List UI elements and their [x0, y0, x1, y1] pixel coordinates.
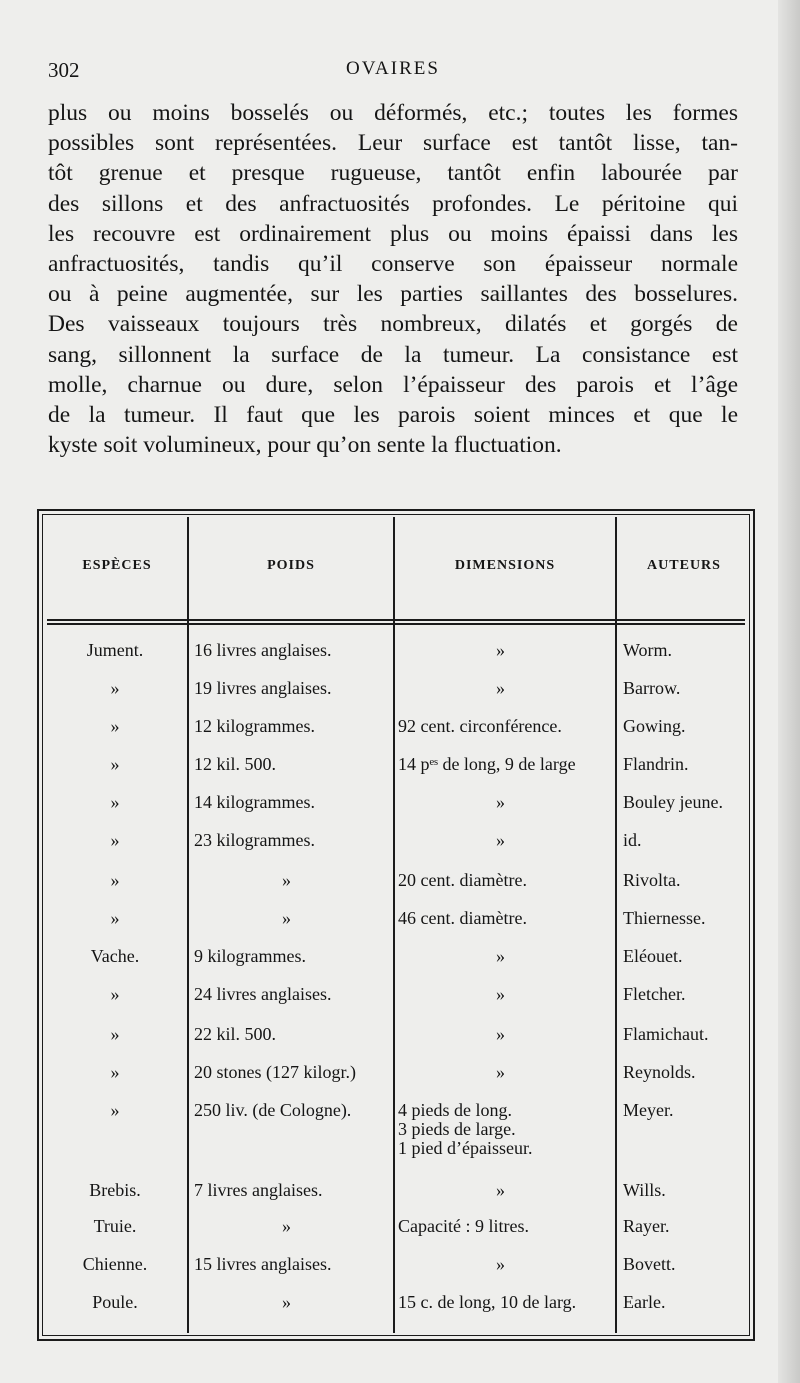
cell-especes — [47, 1293, 183, 1312]
cell-auteurs — [623, 985, 748, 1004]
cell-especes — [47, 1255, 183, 1274]
cell-especes — [47, 793, 183, 812]
cell-text: Earle. — [623, 1292, 666, 1312]
cell-auteurs — [623, 1063, 748, 1082]
cell-text: Eléouet. — [623, 946, 683, 966]
cell-text: Chienne. — [82, 1254, 148, 1274]
ditto-mark: » — [282, 908, 291, 928]
cell-auteurs — [623, 1181, 748, 1200]
cell-dimensions — [398, 1255, 613, 1274]
cell-text: Wills. — [623, 1180, 666, 1200]
ditto-mark: » — [282, 870, 291, 890]
cell-text: Gowing. — [623, 716, 686, 736]
cell-text: » — [110, 678, 120, 698]
header-rule — [47, 619, 745, 621]
cell-text: 250 liv. (de Cologne). — [194, 1100, 352, 1120]
cell-text: 12 kil. 500. — [194, 754, 277, 774]
cell-especes — [47, 947, 183, 966]
text-line: possibles sont représentées. Leur surface est tantôt lisse, tan- — [48, 130, 738, 157]
body-paragraph — [48, 98, 738, 460]
cell-text: Vache. — [90, 946, 140, 966]
cell-auteurs — [623, 1255, 748, 1274]
cell-text: Jument. — [86, 640, 144, 660]
text-line: molle, charnue ou dure, selon l’épaisseur des parois et l’âge — [48, 371, 738, 398]
cell-text: 22 kil. 500. — [194, 1024, 277, 1044]
text-line: sang, sillonnent la surface de la tumeur. La consistance est — [48, 341, 738, 368]
text-line: les recouvre est ordinairement plus ou moins épaissi dans les — [48, 220, 738, 247]
cell-text-continued: 3 pieds de large. — [398, 1119, 516, 1139]
cell-text: Truie. — [93, 1216, 137, 1236]
cell-especes — [47, 871, 183, 890]
cell-text: 12 kilogrammes. — [194, 716, 315, 736]
column-rule — [187, 517, 189, 1333]
cell-poids — [194, 831, 389, 850]
cell-text: 19 livres anglaises. — [194, 678, 332, 698]
cell-auteurs — [623, 871, 748, 890]
cell-text: 46 cent. diamètre. — [398, 908, 527, 928]
cell-text: Bovett. — [623, 1254, 676, 1274]
cell-dimensions — [398, 909, 613, 928]
cell-poids — [194, 1255, 389, 1274]
cell-text: » — [110, 716, 120, 736]
cell-especes — [47, 1101, 183, 1120]
cell-poids — [194, 1181, 389, 1200]
cell-dimensions — [398, 1181, 613, 1200]
ditto-mark: » — [496, 678, 505, 698]
cell-dimensions — [398, 1101, 613, 1158]
cell-auteurs — [623, 1217, 748, 1236]
ditto-mark: » — [496, 640, 505, 660]
cell-text: » — [110, 1024, 120, 1044]
cell-poids — [194, 947, 389, 966]
cell-auteurs — [623, 909, 748, 928]
cell-text-continued: 1 pied d’épaisseur. — [398, 1138, 533, 1158]
cell-auteurs — [623, 793, 748, 812]
cell-dimensions — [398, 1293, 613, 1312]
cell-text: » — [110, 754, 120, 774]
ditto-mark: » — [282, 1292, 291, 1312]
cell-text: Bouley jeune. — [623, 792, 723, 812]
cell-especes — [47, 641, 183, 660]
cell-poids — [194, 1101, 389, 1120]
page-header — [48, 58, 738, 88]
cell-text: 20 cent. diamètre. — [398, 870, 527, 890]
cell-dimensions — [398, 871, 613, 890]
cell-text: 4 pieds de long. — [398, 1100, 512, 1120]
cell-auteurs — [623, 1025, 748, 1044]
cell-text: 24 livres anglaises. — [194, 984, 332, 1004]
cell-especes — [47, 1181, 183, 1200]
cell-poids — [194, 1063, 389, 1082]
cell-text: 92 cent. circonférence. — [398, 716, 562, 736]
cell-poids — [194, 1025, 389, 1044]
column-header-auteurs: AUTEURS — [647, 558, 721, 573]
cell-poids — [194, 1217, 389, 1236]
cell-poids — [194, 1293, 389, 1312]
cell-text: 15 livres anglaises. — [194, 1254, 332, 1274]
cell-especes — [47, 755, 183, 774]
cell-dimensions — [398, 793, 613, 812]
cell-text: Worm. — [623, 640, 673, 660]
cell-text: Capacité : 9 litres. — [398, 1216, 529, 1236]
cell-especes — [47, 717, 183, 736]
ditto-mark: » — [496, 1062, 505, 1082]
cell-especes — [47, 679, 183, 698]
cell-dimensions — [398, 1025, 613, 1044]
ditto-mark: » — [496, 792, 505, 812]
cell-dimensions — [398, 755, 613, 774]
column-rule — [615, 517, 617, 1333]
ditto-mark: » — [282, 1216, 291, 1236]
cell-especes — [47, 909, 183, 928]
cell-text: » — [110, 984, 120, 1004]
ditto-mark: » — [496, 984, 505, 1004]
cell-text: 7 livres anglaises. — [194, 1180, 323, 1200]
cell-poids — [194, 871, 389, 890]
cell-especes — [47, 1063, 183, 1082]
column-header-especes: ESPÈCES — [82, 558, 152, 573]
text-line: de la tumeur. Il faut que les parois soient minces et que le — [48, 402, 738, 429]
cell-text: » — [110, 1100, 120, 1120]
cell-text: Rivolta. — [623, 870, 681, 890]
cell-poids — [194, 793, 389, 812]
cell-especes — [47, 831, 183, 850]
cell-dimensions — [398, 985, 613, 1004]
cell-auteurs — [623, 1101, 748, 1120]
cell-text: » — [110, 830, 120, 850]
cell-poids — [194, 755, 389, 774]
cell-text: Thiernesse. — [623, 908, 706, 928]
cell-dimensions — [398, 947, 613, 966]
cell-text: 9 kilogrammes. — [194, 946, 306, 966]
cell-auteurs — [623, 947, 748, 966]
text-line: tôt grenue et presque rugueuse, tantôt enfin labourée par — [48, 160, 738, 187]
running-head: OVAIRES — [346, 58, 440, 79]
cell-especes — [47, 985, 183, 1004]
text-line: plus ou moins bosselés ou déformés, etc.; toutes les formes — [48, 100, 738, 126]
cell-dimensions — [398, 717, 613, 736]
cell-text: » — [110, 1062, 120, 1082]
cell-dimensions — [398, 1063, 613, 1082]
ditto-mark: » — [496, 946, 505, 966]
cell-poids — [194, 641, 389, 660]
cell-poids — [194, 679, 389, 698]
text-line: anfractuosités, tandis qu’il conserve son épaisseur normale — [48, 251, 738, 278]
cell-text: Poule. — [92, 1292, 138, 1312]
cell-auteurs — [623, 1293, 748, 1312]
ditto-mark: » — [496, 830, 505, 850]
ditto-mark: » — [496, 1024, 505, 1044]
text-line: Des vaisseaux toujours très nombreux, dilatés et gorgés de — [48, 311, 738, 338]
cell-text: Meyer. — [623, 1100, 674, 1120]
cell-auteurs — [623, 717, 748, 736]
cell-auteurs — [623, 831, 748, 850]
cell-dimensions — [398, 679, 613, 698]
page-edge-shadow — [778, 0, 800, 1383]
cell-auteurs — [623, 755, 748, 774]
cell-dimensions — [398, 1217, 613, 1236]
cell-auteurs — [623, 679, 748, 698]
cell-text: Barrow. — [623, 678, 681, 698]
cell-text: » — [110, 908, 120, 928]
header-rule — [47, 623, 745, 625]
text-line: kyste soit volumineux, pour qu’on sente la fluctuation. — [48, 432, 562, 459]
cell-poids — [194, 985, 389, 1004]
cell-text: 14 pᵉˢ de long, 9 de large — [398, 754, 576, 774]
cell-text: Brebis. — [89, 1180, 141, 1200]
cell-text: Rayer. — [623, 1216, 670, 1236]
cell-text: 14 kilogrammes. — [194, 792, 315, 812]
cell-especes — [47, 1025, 183, 1044]
cell-text: » — [110, 870, 120, 890]
cell-text: 15 c. de long, 10 de larg. — [398, 1292, 577, 1312]
cell-text: » — [110, 792, 120, 812]
cell-text: 20 stones (127 kilogr.) — [194, 1062, 356, 1082]
cell-text: Fletcher. — [623, 984, 686, 1004]
cell-dimensions — [398, 831, 613, 850]
cell-text: 23 kilogrammes. — [194, 830, 315, 850]
cell-text: Flandrin. — [623, 754, 689, 774]
ovarian-cyst-table — [37, 509, 755, 1341]
cell-text: Reynolds. — [623, 1062, 696, 1082]
text-line: des sillons et des anfractuosités profondes. Le péritoine qui — [48, 190, 738, 217]
ditto-mark: » — [496, 1254, 505, 1274]
column-rule — [393, 517, 395, 1333]
ditto-mark: » — [496, 1180, 505, 1200]
text-line: ou à peine augmentée, sur les parties saillantes des bosselures. — [48, 281, 738, 308]
column-header-poids: POIDS — [267, 558, 315, 573]
cell-especes — [47, 1217, 183, 1236]
cell-text: Flamichaut. — [623, 1024, 709, 1044]
cell-poids — [194, 717, 389, 736]
column-header-dimensions: DIMENSIONS — [454, 558, 556, 573]
cell-poids — [194, 909, 389, 928]
cell-text: id. — [623, 830, 642, 850]
page-number: 302 — [48, 58, 80, 82]
cell-text: 16 livres anglaises. — [194, 640, 332, 660]
cell-dimensions — [398, 641, 613, 660]
cell-auteurs — [623, 641, 748, 660]
